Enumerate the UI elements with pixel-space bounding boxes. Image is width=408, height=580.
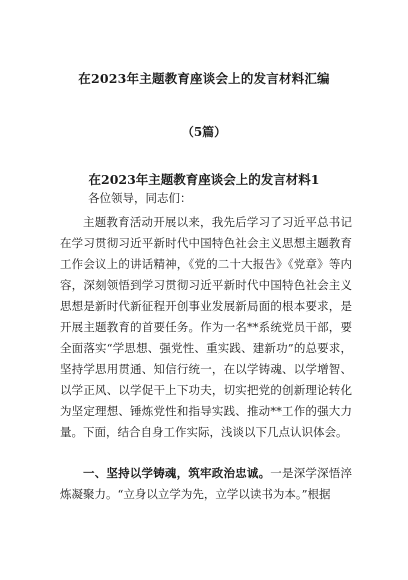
section-title: 在2023年主题教育座谈会上的发言材料1 [88,172,320,187]
document-count-label: （5篇） [181,125,227,139]
salutation: 各位领导，同志们： [88,191,192,205]
body-paragraph: 主题教育活动开展以来，我先后学习了习近平总书记在学习贯彻习近平新时代中国特色社会主义思想主题教育工作会议上的讲话精神，《党的二十大报告》《党章》等内容，深刻领悟到学习贯彻习近平新时代中国特色社会主义思想是新时代新征程开创事业发展新局面的根本要求，是开展主题教育的首要任务。作为一名**系统党员干部，要全面落实“学思想、强党性、重实践、建新功”的总要求，坚持学思用贯通、知信行统一，在以学铸魂、以学增智、以学正风、以学促干上下功夫，切实把党的创新理论转化为坚定理想、锤炼党性和指导实践、推动**工作的强大力量。下面，结合自身工作实际，浅谈以下几点认识体会。 [60,215,352,439]
section-body-text: 一是深学深悟淬炼凝聚力。“立身以立学为先，立学以读书为本。”根据 [60,466,353,501]
body-paragraph-section-one [60,463,352,505]
section-heading: 一、坚持以学铸魂，筑牢政治忠诚。 [83,466,271,480]
document-title: 在2023年主题教育座谈会上的发言材料汇编 [78,71,330,86]
